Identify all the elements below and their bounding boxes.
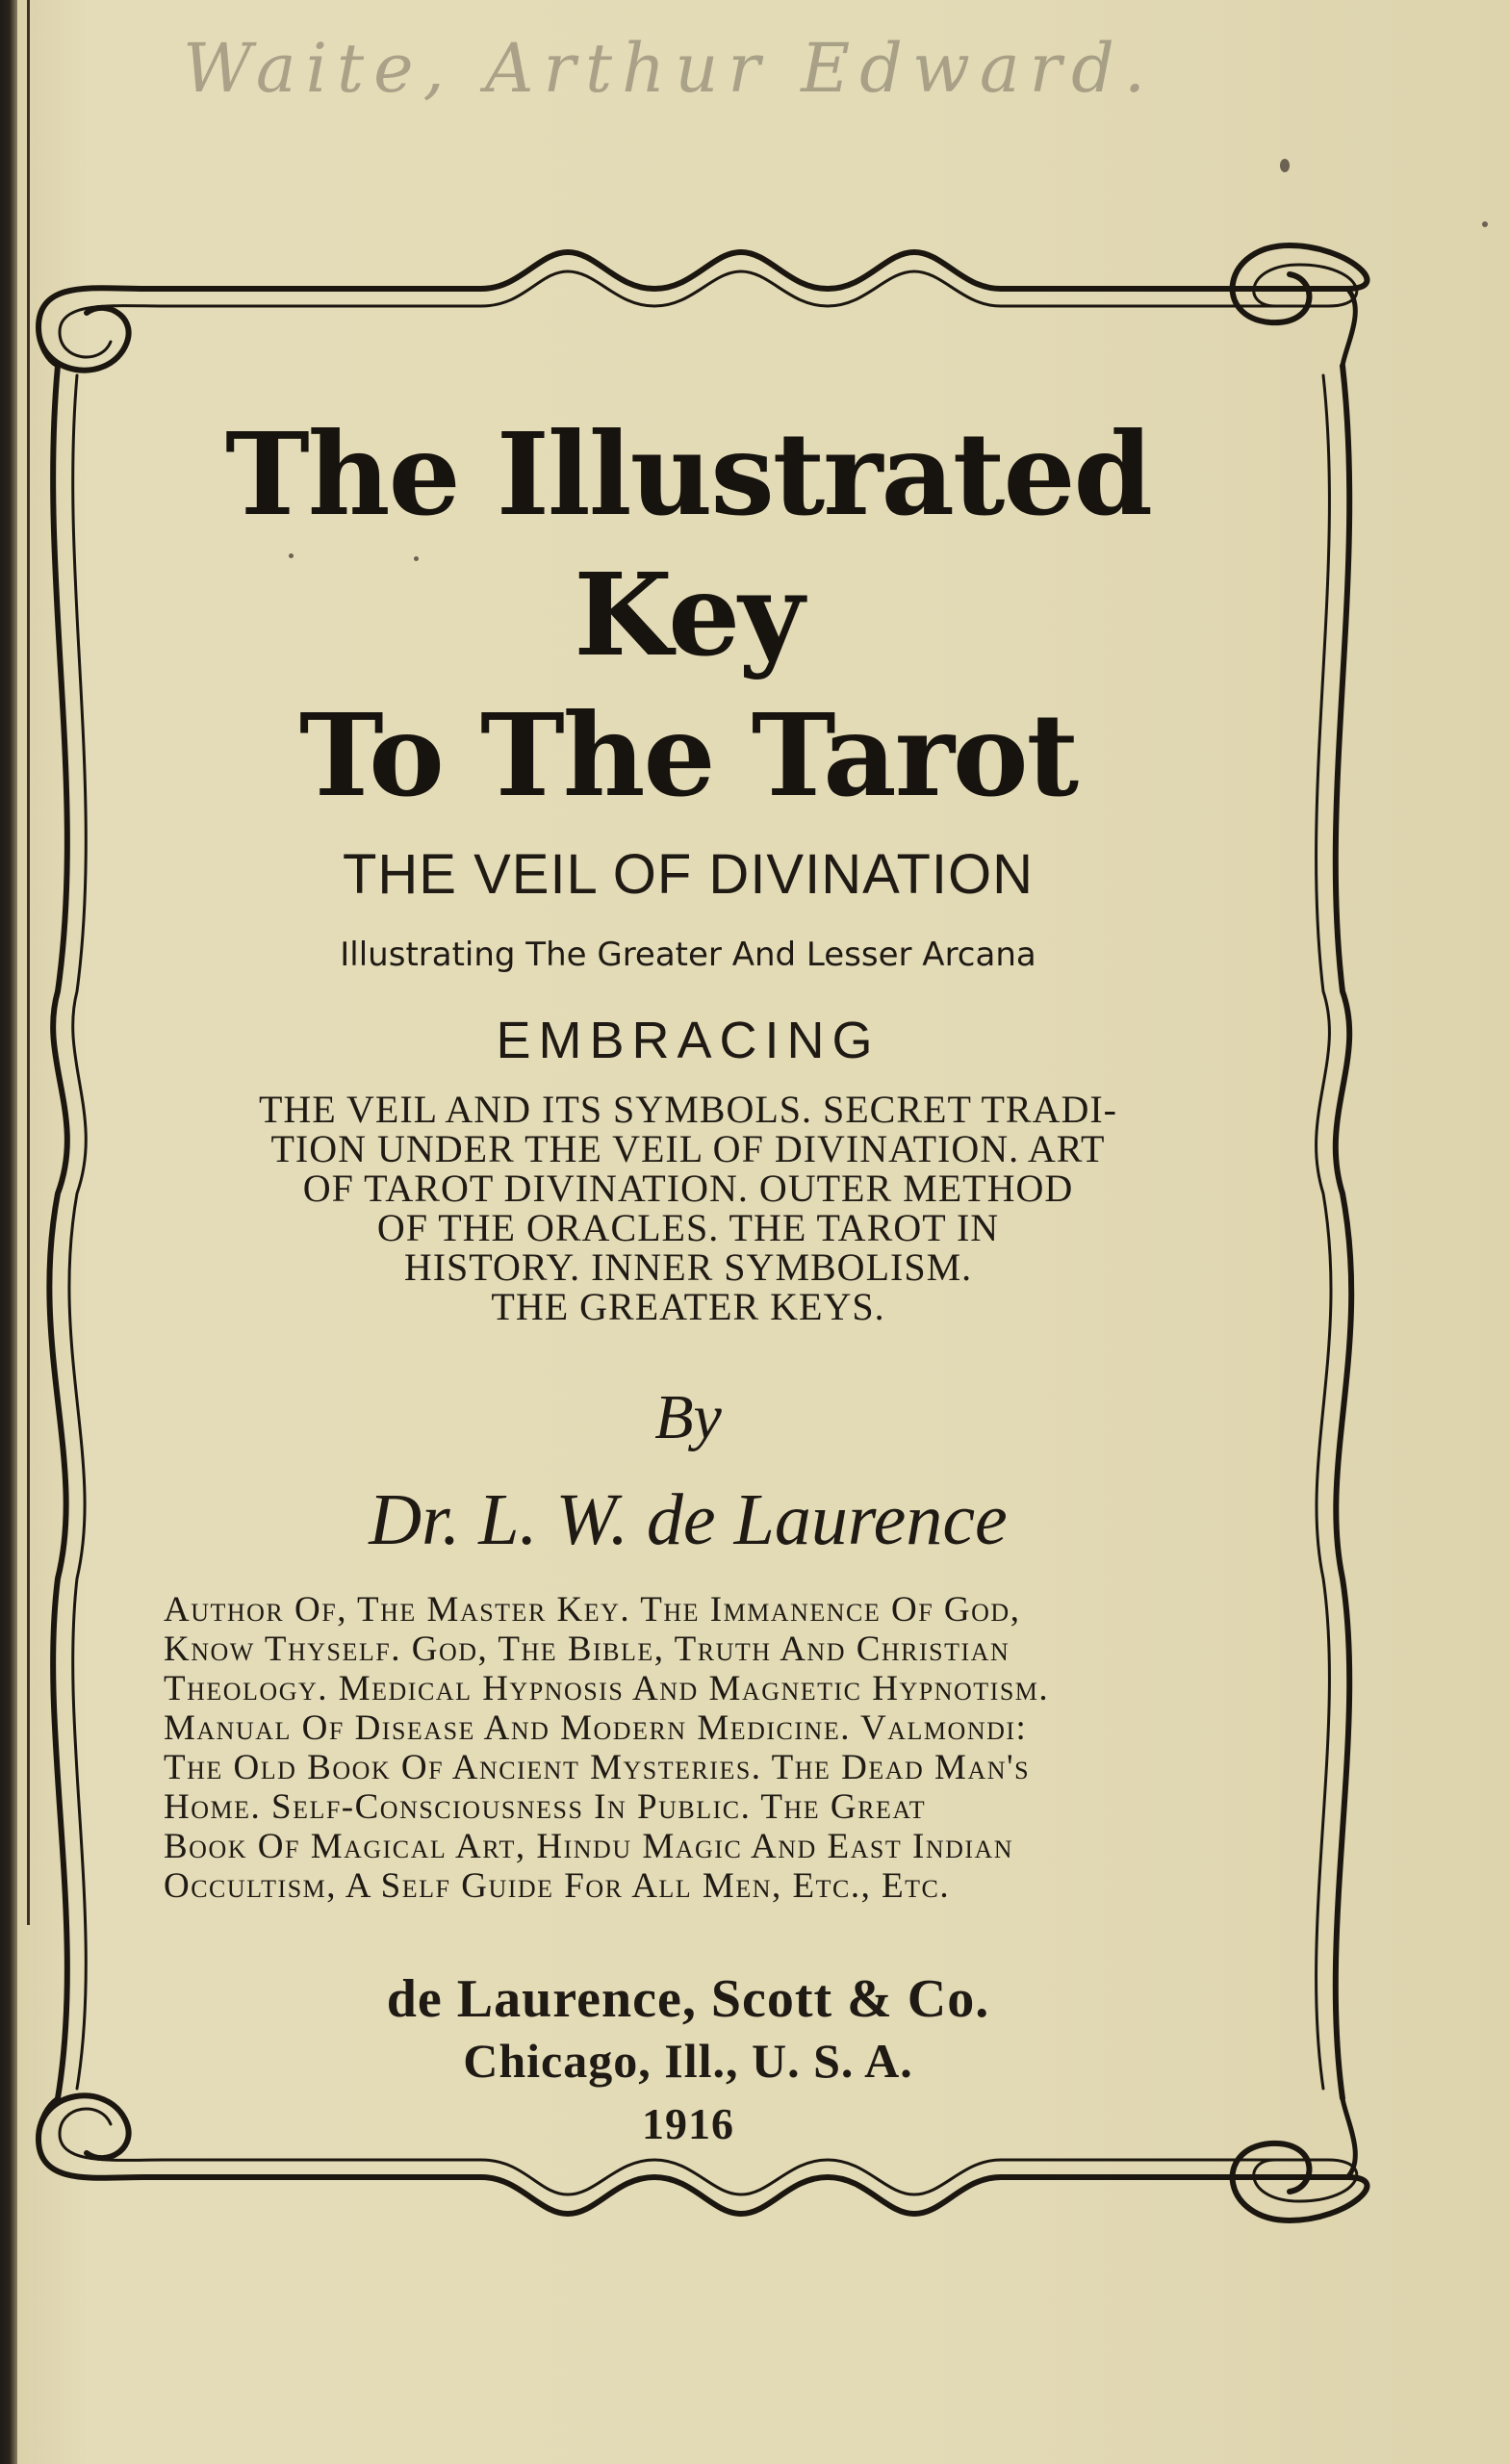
contents-line: HISTORY. INNER SYMBOLISM.	[403, 1245, 973, 1289]
publisher-name: de Laurence, Scott & Co.	[386, 1969, 990, 2029]
corner-scroll-top-left	[38, 288, 164, 370]
border-right	[1336, 366, 1351, 2098]
works-line: Home. Self-Consciousness In Public. The Great	[164, 1787, 927, 1827]
publication-year: 1916	[642, 2099, 734, 2148]
contents-list	[164, 1090, 1213, 1326]
title-page-content	[144, 404, 1232, 2158]
works-line: The Old Book Of Ancient Mysteries. The Dead Man's	[164, 1748, 1031, 1787]
publisher-city: Chicago, Ill., U. S. A.	[463, 2034, 913, 2088]
works-line: Manual Of Disease And Modern Medicine. Valmondi:	[164, 1708, 1028, 1748]
embracing-heading: EMBRACING	[496, 1012, 881, 1069]
contents-line: OF TAROT DIVINATION. OUTER METHOD	[302, 1167, 1074, 1210]
works-line: Book Of Magical Art, Hindu Magic And East Indian	[164, 1827, 1014, 1866]
book-title-line-1: The Illustrated Key	[224, 407, 1152, 681]
illustrating-line: Illustrating The Greater And Lesser Arcana	[340, 936, 1036, 974]
author-name: Dr. L. W. de Laurence	[369, 1479, 1008, 1560]
paper-speck	[414, 556, 419, 561]
paper-speck	[1280, 159, 1290, 172]
paper-speck	[1482, 221, 1488, 227]
contents-line: THE GREATER KEYS.	[491, 1285, 885, 1328]
by-label: By	[654, 1382, 722, 1452]
handwritten-note: Waite, Arthur Edward.	[183, 29, 1156, 108]
other-works-list	[164, 1590, 1213, 1906]
contents-line: TION UNDER THE VEIL OF DIVINATION. ART	[270, 1127, 1106, 1170]
contents-line: OF THE ORACLES. THE TAROT IN	[376, 1206, 1000, 1249]
works-line: Author Of, The Master Key. The Immanence Of God,	[164, 1590, 1021, 1630]
contents-line: THE VEIL AND ITS SYMBOLS. SECRET TRADI-	[258, 1088, 1117, 1131]
works-line: Know Thyself. God, The Bible, Truth And Christian	[164, 1630, 1010, 1669]
works-line: Occultism, A Self Guide For All Men, Etc., Etc.	[164, 1866, 951, 1906]
book-title-line-2: To The Tarot	[298, 688, 1078, 822]
paper-speck	[289, 553, 294, 558]
book-subtitle: THE VEIL OF DIVINATION	[342, 843, 1035, 906]
works-line: Theology. Medical Hypnosis And Magnetic Hypnotism.	[164, 1669, 1050, 1708]
border-left	[49, 366, 67, 2098]
